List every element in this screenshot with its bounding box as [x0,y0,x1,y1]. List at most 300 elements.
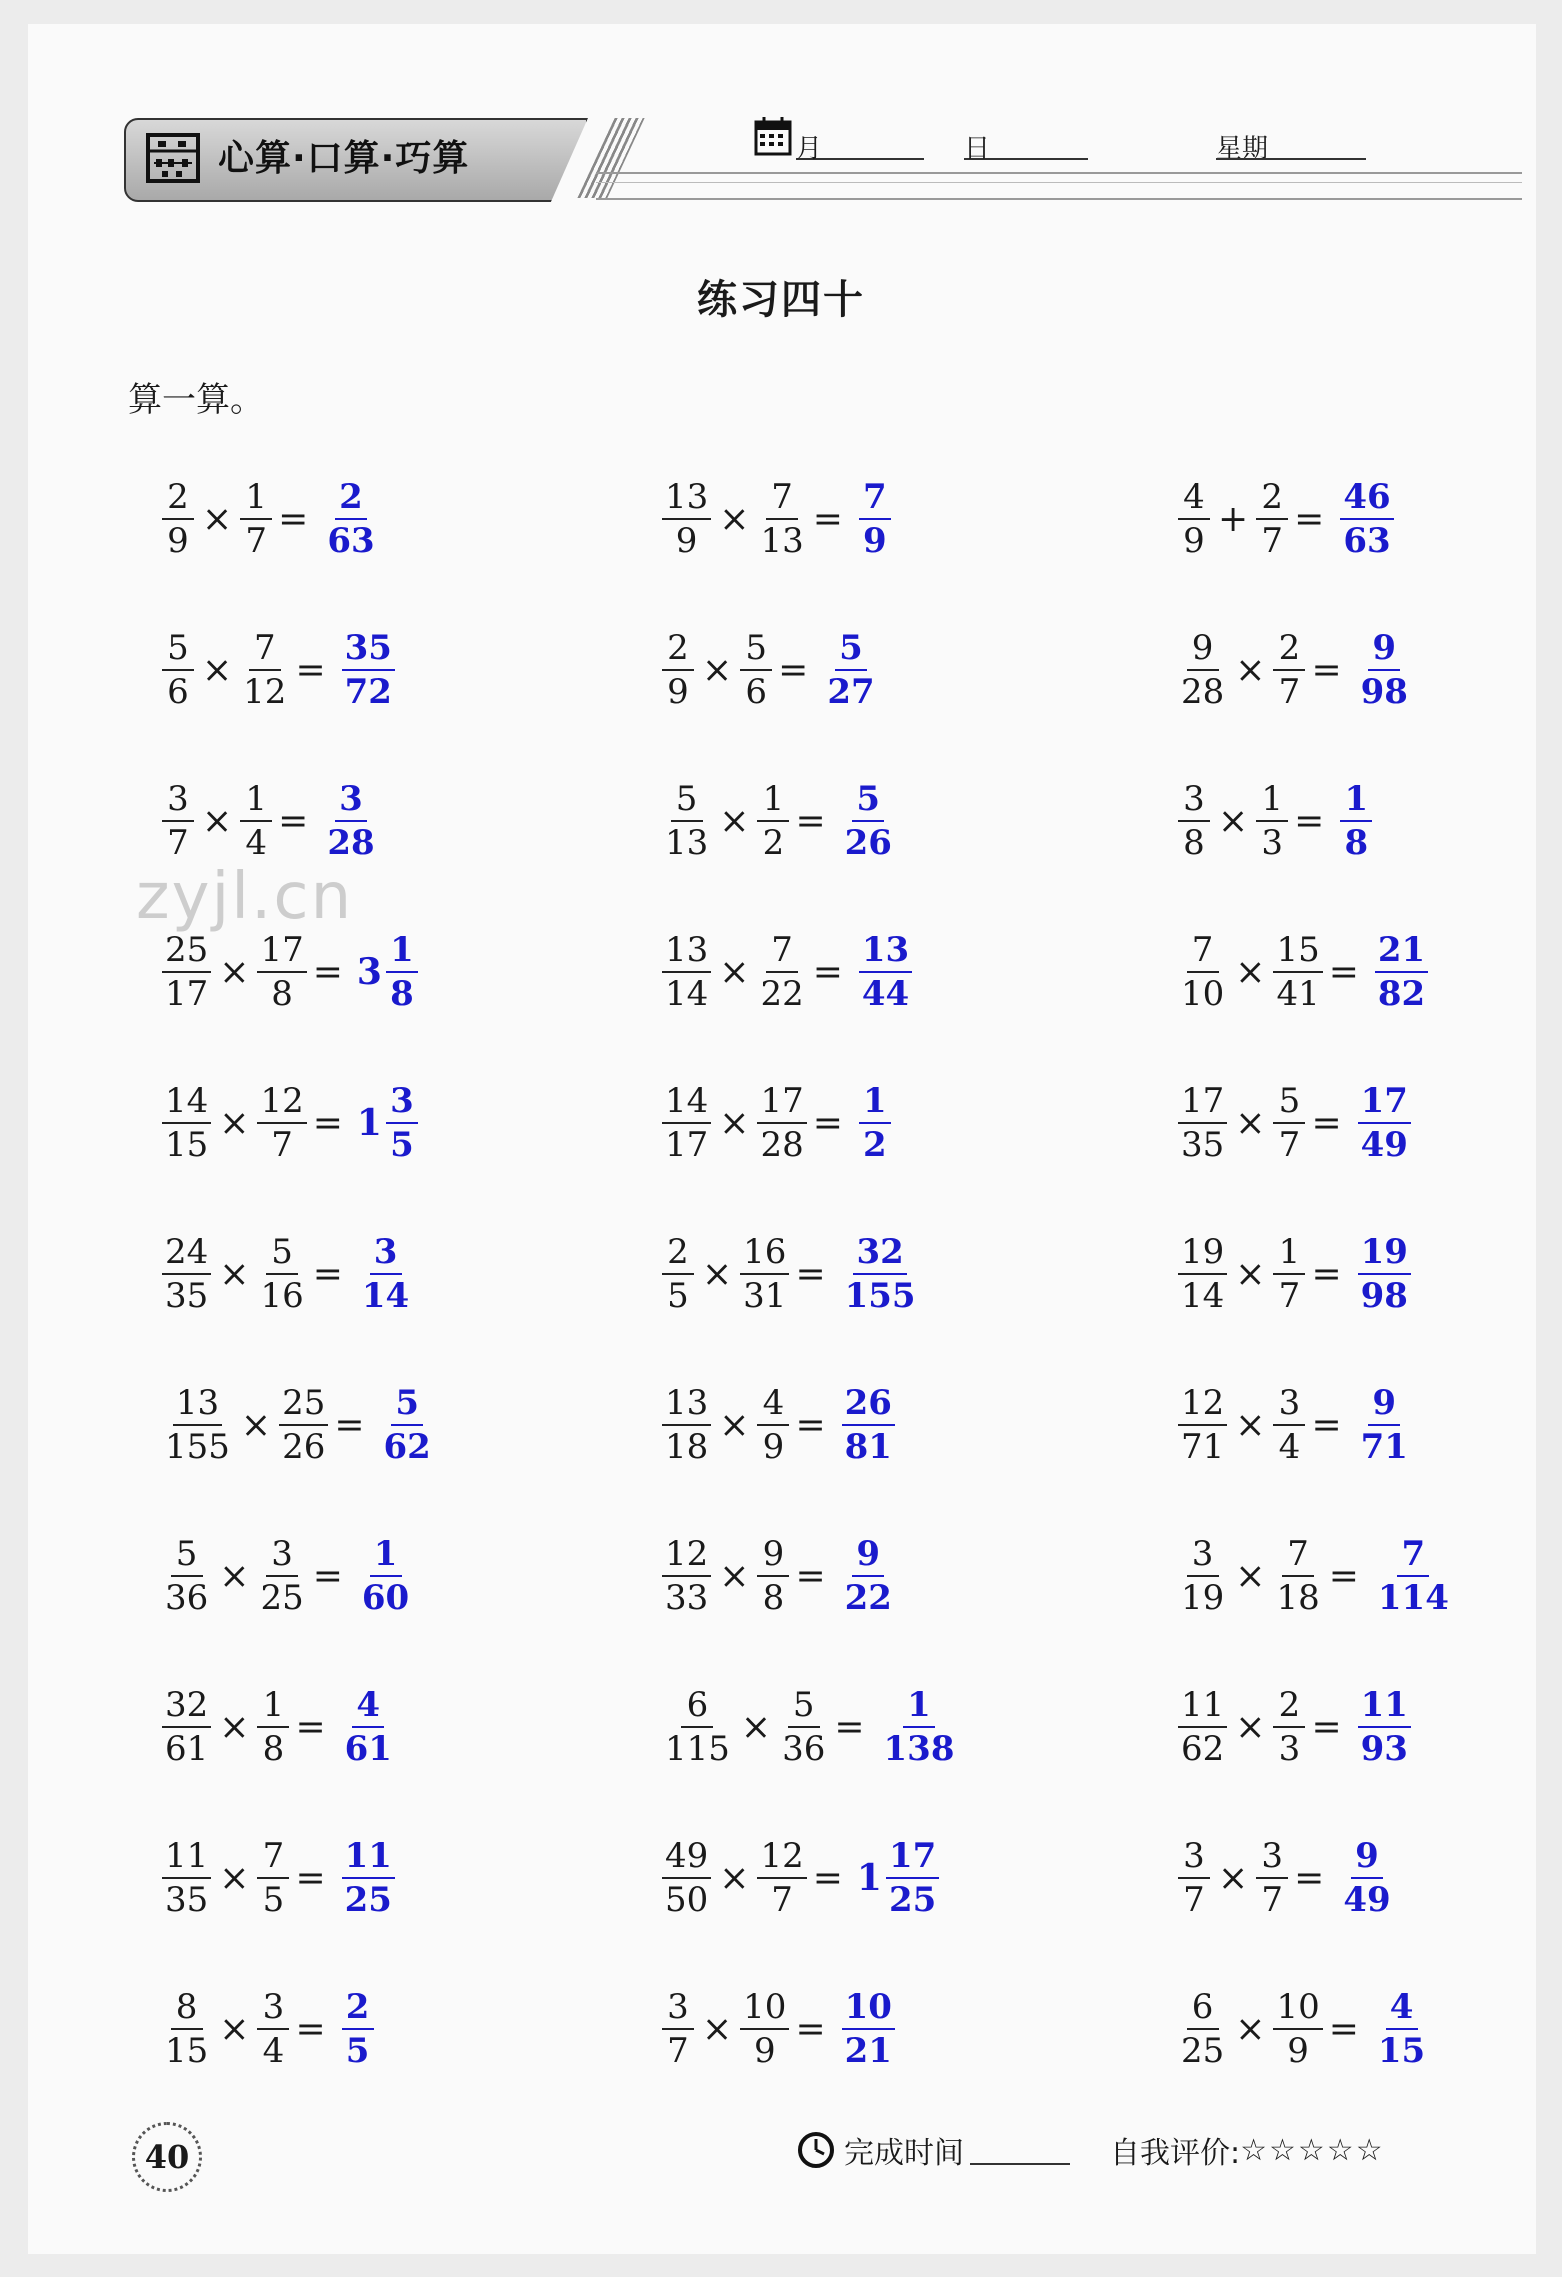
answer [379,1383,436,1467]
problem-item [660,1987,897,2071]
operand-b-numerator: 1 [240,480,272,520]
answer-denominator: 63 [1343,521,1391,561]
equals-sign: = [295,649,326,691]
operand-b-fraction [1273,1383,1305,1467]
operand-b-fraction [757,1534,789,1618]
answer-numerator: 1 [386,933,418,973]
operand-a-numerator: 7 [1187,933,1219,973]
operand-a-denominator: 35 [165,1880,209,1920]
answer-denominator: 44 [861,974,910,1014]
answer [1338,1836,1395,1920]
problem-item [660,1534,897,1618]
footer-bar [796,2128,1385,2172]
answer [340,1987,376,2071]
answer-denominator: 5 [390,1125,414,1165]
operand-a-numerator: 17 [1178,1084,1227,1124]
operator-sign: × [219,1857,250,1899]
equals-sign: = [1311,1102,1342,1144]
equals-sign: = [1328,1555,1359,1597]
operand-a-numerator: 2 [162,480,194,520]
operator-sign: × [219,1706,250,1748]
equals-sign: = [312,1102,343,1144]
equals-sign: = [795,1404,826,1446]
operand-b-denominator: 31 [743,1276,787,1316]
answer-denominator: 9 [863,521,887,561]
operand-b-denominator: 22 [760,974,804,1014]
answer-numerator: 7 [859,480,891,520]
operand-b-numerator: 1 [1273,1235,1305,1275]
operand-b-numerator: 15 [1273,933,1322,973]
operator-sign: × [1235,1706,1266,1748]
problem-item [1176,1987,1430,2071]
answer-numerator: 7 [1397,1537,1429,1577]
equals-sign: = [1311,1253,1342,1295]
operand-b-fraction [757,1836,806,1920]
rating-stars[interactable]: ☆☆☆☆☆ [1240,2132,1385,2168]
operand-b-numerator: 16 [740,1235,789,1275]
operator-sign: × [1235,1102,1266,1144]
operator-sign: × [202,498,233,540]
operand-b-numerator: 17 [257,933,306,973]
answer-whole-number: 1 [356,1102,382,1144]
operand-b-denominator: 3 [1261,823,1283,863]
answer-denominator: 26 [844,823,892,863]
operand-b-fraction [1273,1987,1322,2071]
operand-b-denominator: 26 [282,1427,326,1467]
answer-denominator: 8 [1344,823,1369,863]
answer-numerator: 11 [342,1839,395,1879]
operand-b-numerator: 2 [1273,1688,1305,1728]
operand-b-fraction [257,1987,289,2071]
operand-b-denominator: 5 [262,1880,285,1920]
operand-a-fraction [662,628,694,712]
equals-sign: = [1328,2008,1359,2050]
problem-item [660,779,897,863]
instruction-text: 算一算。 [128,380,264,420]
answer-denominator: 155 [844,1276,916,1316]
operator-sign: × [719,1555,750,1597]
operator-sign: × [1235,1555,1266,1597]
completion-time-blank[interactable] [970,2135,1070,2165]
operator-sign: × [219,1555,250,1597]
answer-fraction [386,1081,418,1165]
answer-numerator: 9 [1368,631,1400,671]
operator-sign: × [202,649,233,691]
equals-sign: = [795,1253,826,1295]
operand-a-numerator: 12 [662,1537,711,1577]
problem-item [160,477,380,561]
operand-a-numerator: 3 [1178,782,1210,822]
operand-a-denominator: 8 [1183,823,1205,863]
answer-numerator: 1 [903,1688,935,1728]
answer-fraction [881,1685,958,1769]
answer [1373,1534,1454,1618]
operand-a-numerator: 3 [1187,1537,1219,1577]
operand-a-denominator: 61 [165,1729,209,1769]
equals-sign: = [812,498,843,540]
operand-a-fraction [662,1987,694,2071]
operand-b-numerator: 12 [257,1084,306,1124]
operand-b-numerator: 2 [1256,480,1288,520]
answer-fraction [886,1836,939,1920]
operand-b-denominator: 7 [245,521,267,561]
operand-b-numerator: 7 [766,480,798,520]
operand-b-denominator: 3 [1278,1729,1301,1769]
operand-a-fraction [1178,1534,1227,1618]
operand-b-denominator: 2 [762,823,785,863]
abacus-icon [146,133,200,183]
operand-a-denominator: 7 [1183,1880,1205,1920]
problem-item [660,930,914,1014]
answer-numerator: 3 [370,1235,402,1275]
answer-fraction [359,1232,412,1316]
answer-denominator: 61 [344,1729,392,1769]
answer-numerator: 5 [835,631,867,671]
equals-sign: = [295,2008,326,2050]
answer-fraction [859,1081,891,1165]
operand-b-denominator: 18 [1276,1578,1320,1618]
operand-b-denominator: 16 [260,1276,304,1316]
operand-b-denominator: 8 [271,974,293,1014]
operand-a-fraction [162,1232,211,1316]
answer-fraction [1340,1836,1393,1920]
answer-fraction [1358,1232,1411,1316]
answer-denominator: 25 [344,1880,392,1920]
weekday-blank[interactable] [1216,128,1366,160]
operand-b-denominator: 6 [745,672,767,712]
answer [1373,1987,1430,2071]
answer-fraction [824,628,877,712]
operand-b-fraction [279,1383,328,1467]
operand-b-denominator: 7 [1278,1125,1301,1165]
operand-a-denominator: 19 [1181,1578,1225,1618]
operand-a-denominator: 14 [665,974,709,1014]
operator-sign: × [702,1253,733,1295]
answer-fraction [1340,779,1372,863]
answer-fraction [342,628,395,712]
answer-denominator: 21 [844,2031,892,2071]
operand-b-fraction [257,1081,306,1165]
operand-a-fraction [662,779,711,863]
problem-item [660,1685,960,1769]
operand-a-denominator: 10 [1181,974,1225,1014]
operand-b-numerator: 5 [1273,1084,1305,1124]
operand-a-denominator: 9 [1183,521,1205,561]
operand-b-numerator: 17 [757,1084,806,1124]
operand-b-fraction [257,1685,289,1769]
answer-numerator: 11 [1358,1688,1411,1728]
operand-b-fraction [1273,1232,1305,1316]
operand-a-fraction [1178,779,1210,863]
operand-b-numerator: 1 [757,782,789,822]
operand-a-numerator: 11 [162,1839,211,1879]
operand-a-numerator: 11 [1178,1688,1227,1728]
operand-b-numerator: 3 [1256,1839,1288,1879]
operator-sign: × [1235,649,1266,691]
answer-denominator: 27 [827,672,875,712]
operand-a-numerator: 2 [662,631,694,671]
operand-a-denominator: 50 [665,1880,709,1920]
operand-b-numerator: 3 [1273,1386,1305,1426]
operand-a-fraction [1178,1836,1210,1920]
operand-b-numerator: 5 [740,631,772,671]
answer-denominator: 82 [1377,974,1426,1014]
problem-item [1176,930,1430,1014]
answer-numerator: 2 [335,480,367,520]
answer-denominator: 62 [383,1427,431,1467]
answer-fraction [342,1685,395,1769]
operator-sign: × [719,951,750,993]
problem-item [1176,477,1396,561]
answer [322,477,379,561]
operand-b-fraction [240,779,272,863]
operand-b-numerator: 9 [757,1537,789,1577]
answer-denominator: 98 [1360,1276,1408,1316]
operand-a-denominator: 17 [165,974,209,1014]
operand-a-numerator: 19 [1178,1235,1227,1275]
answer [1356,1685,1413,1769]
operand-b-fraction [757,930,806,1014]
answer-numerator: 1 [370,1537,402,1577]
operand-a-numerator: 6 [681,1688,713,1728]
answer-numerator: 3 [335,782,367,822]
operand-a-fraction [162,1987,211,2071]
answer [840,1232,921,1316]
operand-a-denominator: 13 [665,823,709,863]
operand-a-denominator: 15 [165,1125,209,1165]
operator-sign: × [219,1253,250,1295]
answer [857,477,893,561]
operator-sign: × [740,1706,772,1748]
problem-item [160,930,420,1014]
operand-a-fraction [1178,1987,1227,2071]
operand-a-denominator: 5 [667,1276,689,1316]
operand-b-denominator: 25 [260,1578,304,1618]
problem-item [660,1232,921,1316]
problem-item [160,1232,414,1316]
operand-a-fraction [662,1383,711,1467]
operand-b-denominator: 7 [771,1880,793,1920]
answer [879,1685,960,1769]
equals-sign: = [1311,1404,1342,1446]
answer [822,628,879,712]
answer [1373,930,1430,1014]
answer-denominator: 138 [883,1729,955,1769]
operand-a-fraction [662,930,711,1014]
operand-a-fraction [162,779,194,863]
answer-fraction [842,1383,895,1467]
operand-a-numerator: 49 [662,1839,711,1879]
answer [322,779,379,863]
operand-b-denominator: 28 [760,1125,804,1165]
operand-b-numerator: 3 [257,1990,289,2030]
operand-a-denominator: 17 [665,1125,709,1165]
operand-a-fraction [162,1383,233,1467]
operand-b-fraction [240,628,289,712]
operand-b-numerator: 7 [1282,1537,1314,1577]
equals-sign: = [812,1857,843,1899]
answer-fraction [842,779,895,863]
operand-b-fraction [1273,1685,1305,1769]
operand-a-fraction [1178,1081,1227,1165]
answer-denominator: 28 [327,823,375,863]
operator-sign: × [719,1857,750,1899]
answer-denominator: 49 [1343,1880,1391,1920]
operand-a-denominator: 62 [1181,1729,1225,1769]
operand-b-numerator: 7 [257,1839,289,1879]
operand-b-denominator: 4 [245,823,267,863]
answer-numerator: 32 [853,1235,906,1275]
answer-fraction [381,1383,434,1467]
operand-b-numerator: 7 [249,631,281,671]
answer-fraction [1358,1081,1411,1165]
watermark: zyjl.cn [136,860,354,934]
problem-item [660,628,880,712]
operand-a-fraction [162,1685,211,1769]
answer-denominator: 72 [344,672,392,712]
operator-sign: + [1218,498,1249,540]
answer [1356,628,1413,712]
operand-a-numerator: 13 [662,480,711,520]
exercise-title: 练习四十 [697,277,865,323]
operand-a-denominator: 6 [167,672,189,712]
equals-sign: = [795,2008,826,2050]
answer-fraction [324,477,377,561]
answer-fraction [1340,477,1393,561]
answer-denominator: 14 [361,1276,410,1316]
answer-whole-number: 1 [856,1857,882,1899]
operand-a-fraction [1178,1232,1227,1316]
operand-b-denominator: 7 [271,1125,293,1165]
operator-sign: × [219,951,250,993]
operand-a-numerator: 32 [162,1688,211,1728]
answer-fraction [1375,930,1428,1014]
self-eval-label: 自我评价: [1110,2136,1241,2171]
problem-item [660,1081,893,1165]
answer [1338,779,1374,863]
answer-denominator: 71 [1360,1427,1408,1467]
answer-numerator: 21 [1375,933,1428,973]
operand-b-numerator: 1 [1256,782,1288,822]
operand-a-numerator: 8 [171,1990,203,2030]
operator-sign: × [1235,951,1266,993]
operand-a-numerator: 3 [1178,1839,1210,1879]
operand-a-denominator: 7 [167,823,189,863]
answer-denominator: 60 [361,1578,410,1618]
answer-denominator: 81 [844,1427,892,1467]
answer [840,779,897,863]
operand-a-denominator: 9 [675,521,698,561]
operand-b-fraction [757,779,789,863]
month-label: 月 [796,134,823,164]
operand-b-denominator: 13 [760,521,804,561]
equals-sign: = [312,1555,343,1597]
equals-sign: = [778,649,809,691]
answer [356,1081,420,1165]
answer-fraction [1358,628,1411,712]
answer [857,930,914,1014]
answer-denominator: 25 [888,1880,937,1920]
answer-numerator: 4 [352,1688,384,1728]
operand-a-fraction [662,1081,711,1165]
equals-sign: = [795,1555,826,1597]
answer-fraction [842,1534,895,1618]
operand-a-numerator: 3 [662,1990,694,2030]
answer [840,1383,897,1467]
answer [1356,1232,1413,1316]
operand-b-fraction [1256,779,1288,863]
answer-fraction [842,1232,919,1316]
operand-a-fraction [162,628,194,712]
operand-a-fraction [162,1836,211,1920]
operand-a-numerator: 6 [1187,1990,1219,2030]
operand-a-numerator: 13 [662,933,711,973]
problem-item [660,1383,897,1467]
operand-b-numerator: 10 [1273,1990,1322,2030]
operand-b-fraction [757,1383,789,1467]
answer-fraction [324,779,377,863]
operand-a-fraction [1178,930,1227,1014]
operator-sign: × [719,498,750,540]
problem-item [1176,1685,1413,1769]
answer-numerator: 5 [852,782,884,822]
operand-a-numerator: 12 [1178,1386,1227,1426]
answer [356,930,420,1014]
problem-item [160,1987,376,2071]
operand-b-fraction [1256,477,1288,561]
equals-sign: = [812,951,843,993]
operand-a-fraction [662,1534,711,1618]
operand-b-fraction [740,1987,789,2071]
operand-a-denominator: 14 [1181,1276,1225,1316]
equals-sign: = [312,951,343,993]
answer-fraction [1358,1383,1411,1467]
operand-a-denominator: 33 [665,1578,709,1618]
operand-a-numerator: 5 [171,1537,203,1577]
answer-numerator: 2 [342,1990,374,2030]
answer-numerator: 1 [1340,782,1372,822]
equals-sign: = [812,1102,843,1144]
answer [340,628,397,712]
equals-sign: = [312,1253,343,1295]
answer-denominator: 93 [1360,1729,1408,1769]
operand-b-numerator: 5 [788,1688,820,1728]
operand-b-numerator: 10 [740,1990,789,2030]
problem-item [1176,1081,1413,1165]
operand-a-denominator: 7 [667,2031,689,2071]
operand-a-numerator: 5 [162,631,194,671]
problem-item [660,477,893,561]
operand-a-numerator: 3 [162,782,194,822]
operand-b-fraction [1273,628,1305,712]
operand-a-denominator: 25 [1181,2031,1225,2071]
problem-item [660,1836,941,1920]
operand-a-denominator: 115 [665,1729,730,1769]
operator-sign: × [202,800,233,842]
operator-sign: × [1235,1404,1266,1446]
answer [1356,1081,1413,1165]
operand-a-numerator: 2 [662,1235,694,1275]
equals-sign: = [278,800,309,842]
operand-b-denominator: 4 [1278,1427,1301,1467]
operand-a-numerator: 13 [173,1386,222,1426]
answer [1356,1383,1413,1467]
operator-sign: × [240,1404,272,1446]
operand-a-fraction [662,477,711,561]
answer-numerator: 17 [1358,1084,1411,1124]
operand-b-fraction [779,1685,828,1769]
operand-b-denominator: 7 [1261,521,1283,561]
